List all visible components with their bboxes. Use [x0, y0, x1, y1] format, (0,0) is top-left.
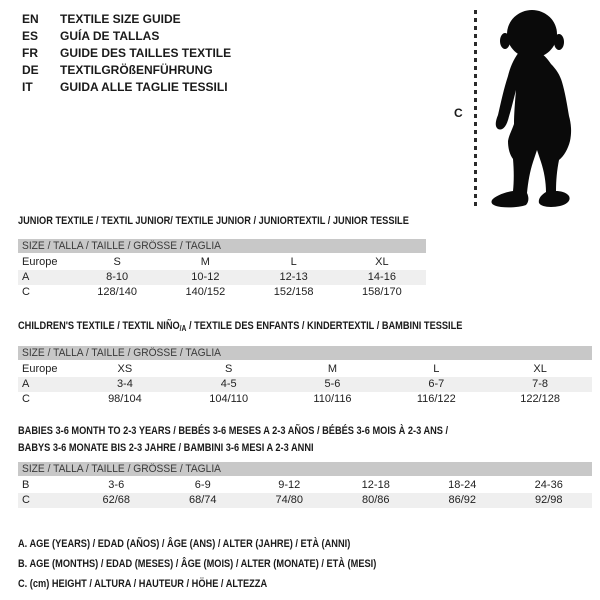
row-label-cell: C — [22, 286, 30, 298]
table-row — [18, 392, 592, 407]
value-cell: XS — [117, 363, 133, 375]
value-cell: M — [200, 256, 210, 268]
height-measure-dashed-line — [474, 10, 477, 208]
value-cell: 3-4 — [73, 377, 177, 392]
language-row — [22, 11, 231, 28]
value-cell: 68/74 — [160, 493, 247, 508]
value-cell: 6-9 — [194, 479, 211, 491]
children-table-title: CHILDREN'S TEXTILE / TEXTIL $NIÑO_{/A}$ / TEXTILE DES ENFANTS / KINDERTEXTIL / BAMBINI TESSILE — [18, 320, 463, 333]
row-label-cell: Europe — [22, 363, 58, 375]
value-cell: 92/98 — [506, 493, 593, 508]
value-cell: 86/92 — [419, 493, 506, 508]
value-cell: 7-8 — [488, 377, 592, 392]
value-cell: 10-12 — [161, 270, 249, 285]
language-code: ES — [22, 29, 39, 43]
value-cell: 12-18 — [361, 479, 390, 491]
language-code: FR — [22, 46, 38, 60]
value-cell: L — [433, 363, 440, 375]
babies-table-title: BABIES 3-6 MONTH TO 2-3 YEARS / BEBÉS 3-6 MESES A 2-3 AÑOS / BÉBÉS 3-6 MOIS À 2-3 ANS / BABYS 3-6 MONATE BIS 2-3 JAHRE / BAMBINI 3-6 MESI A 2-3 ANNI — [18, 425, 449, 454]
value-cell: 116/122 — [416, 393, 456, 405]
language-title: GUIDA ALLE TAGLIE TESSILI — [60, 80, 228, 94]
subscript-text: /A — [179, 324, 187, 333]
language-row — [22, 79, 231, 96]
table-row — [18, 285, 426, 300]
value-cell: 128/140 — [97, 286, 137, 298]
value-cell: 9-12 — [278, 479, 301, 491]
row-label-cell: A — [18, 270, 73, 285]
table-row — [18, 477, 592, 493]
value-cell: 80/86 — [333, 493, 420, 508]
row-label-cell: B — [22, 479, 30, 491]
value-cell: 5-6 — [281, 377, 385, 392]
value-cell: S — [113, 256, 121, 268]
note-line-b: B. AGE (MONTHS) / EDAD (MESES) / ÂGE (MOIS) / ALTER (MONATE) / ETÀ (MESI) — [18, 558, 377, 570]
row-label-cell: C — [18, 493, 73, 508]
language-title: TEXTILGRÖßENFÜHRUNG — [60, 63, 213, 77]
language-row — [22, 62, 231, 79]
language-row — [22, 28, 231, 45]
row-label-cell: C — [22, 393, 30, 405]
language-title: TEXTILE SIZE GUIDE — [60, 12, 181, 26]
value-cell: 104/110 — [209, 393, 249, 405]
value-cell: 4-5 — [177, 377, 281, 392]
value-cell: 140/152 — [185, 286, 226, 298]
size-header-bar: SIZE / TALLA / TAILLE / GRÖSSE / TAGLIA — [18, 462, 592, 477]
table-row — [18, 254, 426, 270]
language-code: DE — [22, 63, 39, 77]
value-cell: 62/68 — [73, 493, 160, 508]
table-row — [18, 270, 426, 285]
babies-size-table — [18, 462, 592, 508]
value-cell: 18-24 — [448, 479, 477, 491]
value-cell: 14-16 — [338, 270, 426, 285]
legend-notes — [18, 534, 445, 594]
language-code: IT — [22, 80, 33, 94]
value-cell: 110/116 — [313, 393, 352, 405]
language-title: GUÍA DE TALLAS — [60, 29, 160, 43]
row-label-cell: Europe — [22, 256, 58, 268]
value-cell: 152/158 — [273, 286, 314, 298]
note-line-c: C. (cm) HEIGHT / ALTURA / HAUTEUR / HÖHE / ALTEZZA — [18, 578, 268, 590]
value-cell: XL — [375, 256, 389, 268]
language-title: GUIDE DES TAILLES TEXTILE — [60, 46, 232, 60]
value-cell: 8-10 — [73, 270, 161, 285]
value-cell: 24-36 — [534, 479, 563, 491]
junior-table-title: JUNIOR TEXTILE / TEXTIL JUNIOR/ TEXTILE JUNIOR / JUNIORTEXTIL / JUNIOR TESSILE — [18, 215, 409, 227]
table-row — [18, 493, 592, 508]
value-cell: 74/80 — [246, 493, 333, 508]
value-cell: XL — [533, 363, 547, 375]
value-cell: 158/170 — [361, 286, 402, 298]
row-label-cell: A — [18, 377, 73, 392]
value-cell: S — [225, 363, 233, 375]
table-row — [18, 361, 592, 377]
baby-silhouette-icon — [479, 8, 595, 208]
language-code: EN — [22, 12, 39, 26]
children-size-table — [18, 346, 592, 407]
height-measure-label: C — [454, 106, 463, 120]
size-header-bar: SIZE / TALLA / TAILLE / GRÖSSE / TAGLIA — [18, 239, 426, 254]
language-title-list — [22, 11, 231, 96]
note-line-a: A. AGE (YEARS) / EDAD (AÑOS) / ÂGE (ANS) / ALTER (JAHRE) / ETÀ (ANNI) — [18, 538, 351, 550]
value-cell: 98/104 — [108, 393, 142, 405]
value-cell: 6-7 — [384, 377, 488, 392]
table-row — [18, 377, 592, 392]
value-cell: L — [290, 256, 297, 268]
junior-size-table — [18, 239, 426, 300]
language-row — [22, 45, 231, 62]
value-cell: M — [327, 363, 338, 375]
value-cell: 3-6 — [108, 479, 125, 491]
value-cell: 12-13 — [250, 270, 338, 285]
value-cell: 122/128 — [520, 393, 560, 405]
size-header-bar: SIZE / TALLA / TAILLE / GRÖSSE / TAGLIA — [18, 346, 592, 361]
